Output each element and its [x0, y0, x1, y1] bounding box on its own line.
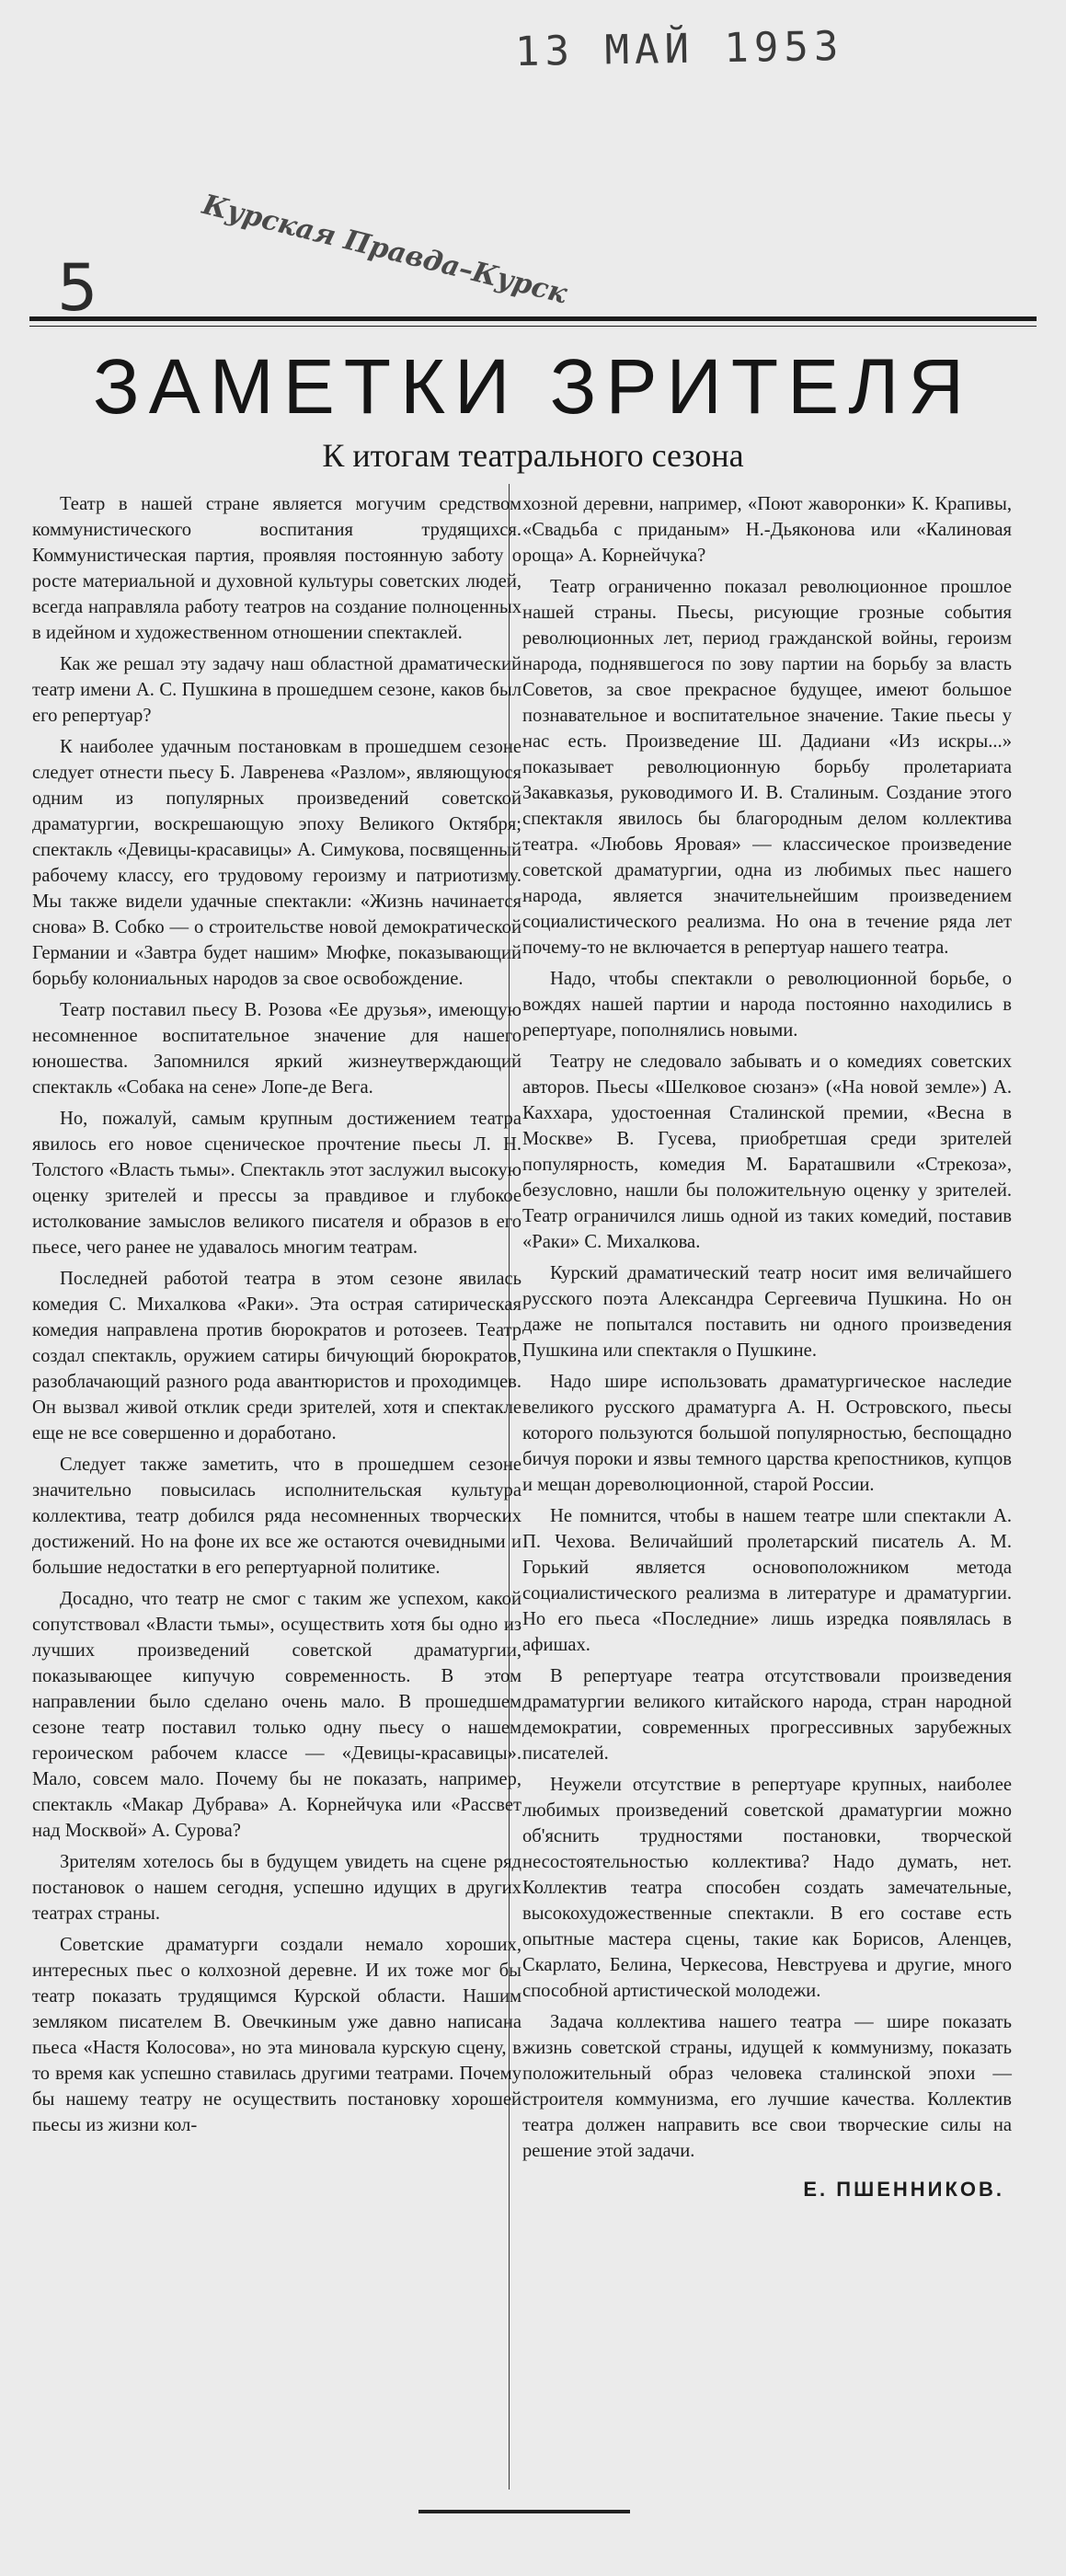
paragraph: Не помнится, чтобы в нашем театре шли спектакли А. П. Чехова. Величайший пролетарский писатель А. М. Горький является основоположником метода социалистического реализма в литературе и драматургии. Но его пьеса «Последние» лишь изредка появлялась в афишах.	[522, 1506, 1012, 1655]
paragraph: Театру не следовало забывать и о комедиях советских авторов. Пьесы «Шелковое сюзанэ» («На новой земле») А. Каххара, удостоенная Сталинской премии, «Весна в Москве» В. Гусева, приобретшая среди зрителей популярность, комедия М. Бараташвили «Стрекоза», безусловно, нашли бы положительную оценку у зрителей. Театр ограничился лишь одной из таких комедий, поставив «Раки» С. Михалкова.	[522, 1052, 1012, 1252]
top-rule-thin	[29, 326, 1037, 327]
page-number-mark: 5	[57, 250, 98, 326]
paragraph: Театр ограниченно показал революционное прошлое нашей страны. Пьесы, рисующие грозные события революционных лет, период гражданской войны, героизм народа, поднявшегося по зову партии на борьбу за власть Советов, за свое прекрасное будущее, имеют большое познавательное и воспитательное значение. Такие пьесы у нас есть. Произведение Ш. Дадиани «Из искры...» показывает революционную борьбу пролетариата Закавказья, руководимого И. В. Сталиным. Создание этого спектакля явилось бы благородным делом коллектива театра. «Любовь Яровая» — классическое произведение советской драматургии, одна из любимых пьес нашего народа, является значительнейшим произведением социалистического реализма. Но она в течение ряда лет почему-то не включается в репертуар нашего театра.	[522, 577, 1012, 958]
paragraph: Курский драматический театр носит имя величайшего русского поэта Александра Сергеевича Пушкина. Но он даже не попытался поставить ни одного произведения Пушкина или спектакля о Пушкине.	[522, 1263, 1012, 1361]
paragraph: Надо, чтобы спектакли о революционной борьбе, о вождях нашей партии и народа постоянно находились в репертуаре, пополнялись новыми.	[522, 969, 1012, 1041]
article-subtitle: К итогам театрального сезона	[322, 437, 744, 474]
left-column	[32, 491, 522, 2144]
paragraph: Неужели отсутствие в репертуаре крупных, наиболее любимых произведений советской драматургии можно об'яснить трудностями постановки, творческой несостоятельностью коллектива? Надо думать, нет. Коллектив театра способен создать замечательные, высокохудожественные спектакли. В его составе есть опытные мастера сцены, такие как Борисов, Аленцев, Скарлато, Белина, Черкесова, Невструева и другие, много способной артистической молодежи.	[522, 1775, 1012, 2001]
paragraph: В репертуаре театра отсутствовали произведения драматургии великого китайского народа, стран народной демократии, современных прогрессивных зарубежных писателей.	[522, 1666, 1012, 1764]
source-stamp: Курская Правда–Курск	[199, 189, 571, 311]
paragraph: Зрителям хотелось бы в будущем увидеть на сцене ряд постановок о нашем сегодня, успешно идущих в других театрах страны.	[32, 1852, 522, 1924]
paragraph: К наиболее удачным постановкам в прошедшем сезоне следует отнести пьесу Б. Лавренева «Разлом», являющуюся одним из популярных произведений советской драматургии, воскрешающую эпоху Великого Октября; спектакль «Девицы-красавицы» А. Симукова, посвященный рабочему классу, его трудовому героизму и патриотизму. Мы также видели удачные спектакли: «Жизнь начинается снова» В. Собко — о строительстве новой демократической Германии и «Завтра будет нашим» Мюфке, показывающий борьбу колониальных народов за свое освобождение.	[32, 737, 522, 989]
article-title: ЗАМЕТКИ ЗРИТЕЛЯ	[93, 343, 973, 430]
paragraph: Последней работой театра в этом сезоне явилась комедия С. Михалкова «Раки». Эта острая сатирическая комедия направлена против бюрократов и ротозеев. Театр создал спектакль, оружием сатиры бичующий бюрократов, разоблачающий разного рода авантюристов и проходимцев. Он вызвал живой отклик среди зрителей, хотя и спектакле еще не все совершенно и доработано.	[32, 1269, 522, 1443]
paragraph: хозной деревни, например, «Поют жаворонки» К. Крапивы, «Свадьба с приданым» Н.-Дьяконова или «Калиновая роща» А. Корнейчука?	[522, 494, 1012, 566]
paragraph: Задача коллектива нашего театра — шире показать жизнь советской страны, идущей к коммунизму, показать положительный образ человека сталинской эпохи — строителя коммунизма, его лучшие качества. Коллектив театра должен направить все свои творческие силы на решение этой задачи.	[522, 2012, 1012, 2161]
paragraph: Советские драматурги создали немало хороших, интересных пьес о колхозной деревне. И их тоже мог бы театр показать трудящимся Курской области. Нашим земляком писателем В. Овечкиным уже давно написана пьеса «Настя Колосова», но эта миновала курскую сцену, в то время как успешно ставилась другими театрами. Почему бы нашему театру не осуществить постановку хорошей пьесы из жизни кол-	[32, 1935, 522, 2135]
paragraph: Театр поставил пьесу В. Розова «Ее друзья», имеющую несомненное воспитательное значение для нашего юношества. Запомнился яркий жизнеутверждающий спектакль «Собака на сене» Лопе-де Вега.	[32, 1000, 522, 1098]
paragraph: Следует также заметить, что в прошедшем сезоне значительно повысилась исполнительская культура коллектива, театр добился ряда несомненных творческих достижений. Но на фоне их все же остаются очевидными и большие недостатки в его репертуарной политике.	[32, 1455, 522, 1578]
bottom-rule	[418, 2510, 630, 2513]
date-stamp: 13 МАЙ 1953	[514, 22, 844, 76]
paragraph: Как же решал эту задачу наш областной драматический театр имени А. С. Пушкина в прошедшем сезоне, каков был его репертуар?	[32, 654, 522, 726]
top-rule	[29, 316, 1037, 321]
author-signature: Е. ПШЕННИКОВ.	[803, 2178, 1004, 2201]
paragraph: Надо шире использовать драматургическое наследие великого русского драматурга А. Н. Островского, пьесы которого пользуются большой популярностью, беспощадно бичуя пороки и язвы темного царства крепостников, купцов и мещан дореволюционной, старой России.	[522, 1372, 1012, 1495]
paragraph: Но, пожалуй, самым крупным достижением театра явилось его новое сценическое прочтение пьесы Л. Н. Толстого «Власть тьмы». Спектакль этот заслужил высокую оценку зрителей и прессы за правдивое и глубокое истолкование замыслов великого писателя и образов в его пьесе, чего ранее не удавалось многим театрам.	[32, 1109, 522, 1258]
paragraph: Досадно, что театр не смог с таким же успехом, какой сопутствовал «Власти тьмы», осуществить хотя бы одно из лучших произведений советской драматургии, показывающее кипучую современность. В этом направлении было сделано очень мало. В прошедшем сезоне театр поставил только одну пьесу о нашем героическом рабочем классе — «Девицы-красавицы». Мало, совсем мало. Почему бы не показать, например, спектакль «Макар Дубрава» А. Корнейчука или «Рассвет над Москвой» А. Сурова?	[32, 1589, 522, 1841]
paragraph: Театр в нашей стране является могучим средством коммунистического воспитания трудящихся. Коммунистическая партия, проявляя постоянную заботу о росте материальной и духовной культуры советских людей, всегда направляла работу театров на создание полноценных в идейном и художественном отношении спектаклей.	[32, 494, 522, 643]
right-column	[522, 491, 1012, 2202]
